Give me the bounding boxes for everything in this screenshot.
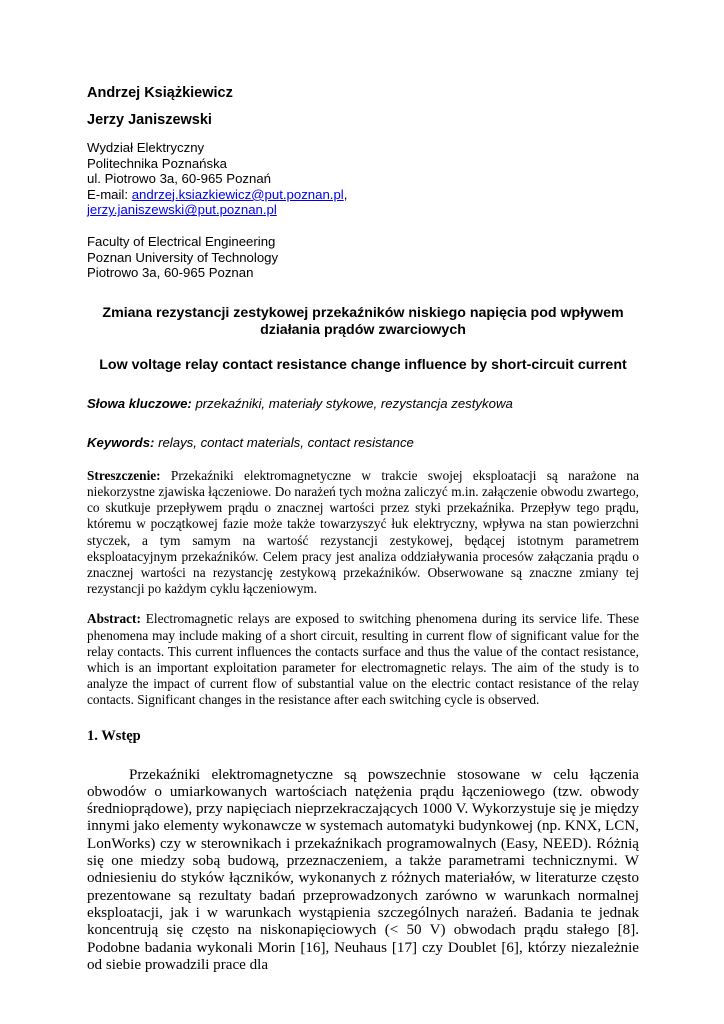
keywords-english: [87, 435, 639, 451]
affiliation-line: Piotrowo 3a, 60-965 Poznan: [87, 265, 254, 281]
paper-title-english: Low voltage relay contact resistance change influence by short-circuit current: [99, 356, 627, 373]
body-paragraph: Przekaźniki elektromagnetyczne są powszechnie stosowane w celu łączenia obwodów o umiarkowanych wartościach natężenia prądu łączeniowego (tzw. obwody średnioprądowe), przy napięciach nieprzekraczających 1000 V. Wykorzystuje się je między innymi jako elementy wykonawcze w systemach automatyki budynkowej (np. KNX, LCN, LonWorks) czy w sterownikach i przekaźnikach programowalnych (Easy, NEED). Różnią się one miedzy sobą budową, przeznaczeniem, a także parametrami technicznymi. W odniesieniu do styków łączników, wykonanych z różnych materiałów, w literaturze często prezentowane są rezultaty badań przeprowadzonych zarówno w warunkach normalnej eksploatacji, jak i w warunkach wystąpienia szczególnych narażeń. Badania te jednak koncentrują się często na niskonapięciowych (< 50 V) obwodach prądu stałego [8]. Podobne badania wykonali Morin [16], Neuhaus [17] czy Doublet [6], którzy niezależnie od siebie prowadzili prace dla: [87, 766, 639, 973]
paper-page: [87, 84, 639, 974]
email-line: [87, 187, 639, 203]
affiliation-line: Wydział Elektryczny: [87, 140, 205, 155]
affiliation-line: Faculty of Electrical Engineering: [87, 233, 276, 249]
section-heading: 1. Wstęp: [87, 727, 141, 744]
paper-title-polish: Zmiana rezystancji zestykowej przekaźników niskiego napięcia pod wpływem działania prądów zwarciowych: [102, 304, 624, 338]
affiliation-line: Poznan University of Technology: [87, 249, 279, 265]
affiliation-line: Politechnika Poznańska: [87, 155, 228, 171]
affiliation-line: ul. Piotrowo 3a, 60-965 Poznań: [87, 171, 272, 187]
abstract-label: Streszczenie:: [87, 467, 161, 483]
author-name: Andrzej Książkiewicz: [87, 85, 233, 101]
keywords-polish: [87, 396, 639, 412]
email-link-2[interactable]: jerzy.janiszewski@put.poznan.pl: [87, 202, 277, 218]
email-label: E-mail:: [87, 186, 132, 202]
affiliation-english: [87, 234, 639, 281]
keywords-label: Słowa kluczowe:: [87, 395, 192, 411]
email-line: [87, 202, 639, 218]
abstract-label: Abstract:: [87, 611, 141, 627]
email-link-1[interactable]: andrzej.ksiazkiewicz@put.poznan.pl: [131, 186, 344, 202]
affiliation-polish: [87, 140, 639, 218]
abstract-english: [87, 611, 639, 708]
keywords-label: Keywords:: [87, 434, 155, 450]
abstract-text: Przekaźniki elektromagnetyczne w trakcie swojej eksploatacji są narażone na niekorzystne zjawiska łączeniowe. Do narażeń tych można zaliczyć m.in. załączenie obwodu zwartego, co skutkuje przepływem prądu o znacznej wartości przez styki przekaźnika. Przepływ tego prądu, któremu w początkowej fazie może także towarzyszyć łuk elektryczny, wpływa na stan powierzchni styczek, a tym samym na wartość rezystancji zestykowej, będącej istotnym parametrem eksploatacyjnym przekaźników. Celem pracy jest analiza oddziaływania procesów załączania prądu o znacznej wartości na rezystancję zestykową przekaźników. Obserwowane są znaczne zmiany tej rezystancji po każdym cyklu łączeniowym.: [87, 467, 639, 597]
author-name: Jerzy Janiszewski: [87, 112, 212, 128]
keywords-text: przekaźniki, materiały stykowe, rezystancja zestykowa: [191, 395, 513, 411]
abstract-text: Electromagnetic relays are exposed to switching phenomena during its service life. These phenomena may include making of a short circuit, resulting in current flow of significant value for the relay contacts. This current influences the contacts surface and thus the value of the contact resistance, which is an important exploitation parameter for electromagnetic relays. The aim of the study is to analyze the impact of current flow of substantial value on the electric contact resistance of the relay contacts. Significant changes in the resistance after each switching cycle is observed.: [87, 611, 639, 708]
keywords-text: relays, contact materials, contact resistance: [154, 434, 414, 450]
email-separator: ,: [343, 186, 348, 202]
abstract-polish: [87, 468, 639, 598]
